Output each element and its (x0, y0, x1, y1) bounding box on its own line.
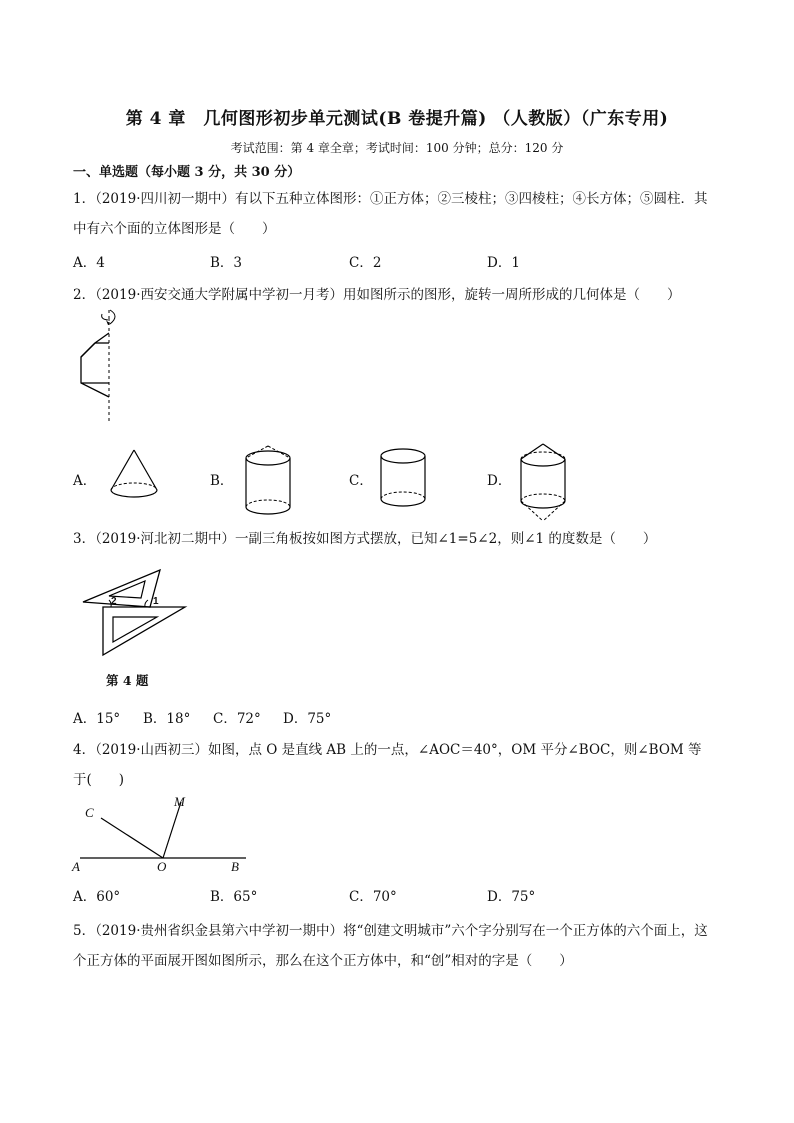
angle-line-figure (70, 790, 260, 870)
question-5-line-1: 5．（2019·贵州省织金县第六中学初一期中）将“创建文明城市”六个字分别写在一个正方体的六个面上，这 (73, 923, 708, 939)
cone-shape (105, 448, 165, 503)
point-a-label: A (72, 859, 80, 874)
question-5-line-2: 个正方体的平面展开图如图所示，那么在这个正方体中，和“创”相对的字是（ ） (73, 953, 573, 969)
q1-option-d: D．1 (487, 255, 520, 271)
q3-option-d: D．75° (283, 711, 332, 727)
q2-option-c: C． (349, 473, 373, 489)
cylinder-with-two-cones-shape (518, 441, 573, 526)
q4-option-d: D．75° (487, 889, 536, 905)
angle-1-label: 1 (153, 596, 159, 607)
point-m-label: M (174, 794, 185, 809)
exam-info: 考试范围：第 4 章全章；考试时间：100 分钟；总分：120 分 (230, 141, 564, 155)
question-1-line-1: 1．（2019·四川初一期中）有以下五种立体图形：①正方体；②三棱柱；③四棱柱；④长方体；⑤圆柱．其 (73, 191, 708, 207)
point-o-label: O (157, 859, 167, 874)
q2-option-b: B． (210, 473, 234, 489)
rotation-trapezoid-figure (70, 310, 130, 425)
question-1-line-2: 中有六个面的立体图形是（ ） (73, 221, 276, 237)
question-4-line-2: 于( ) (73, 772, 125, 788)
q1-option-b: B．3 (210, 255, 243, 271)
q4-option-a: A．60° (73, 889, 121, 905)
question-2-line-1: 2．（2019·西安交通大学附属中学初一月考）用如图所示的图形，旋转一周所形成的几何体是（ ） (73, 287, 681, 303)
section-heading: 一、单选题（每小题 3 分，共 30 分） (73, 165, 301, 180)
q1-option-a: A．4 (73, 255, 105, 271)
q3-option-a: A．15° (73, 711, 121, 727)
q4-option-b: B．65° (210, 889, 258, 905)
angle-2-label: 2 (111, 596, 117, 607)
cylinder-shape (378, 447, 433, 512)
q3-option-b: B．18° (143, 711, 191, 727)
question-3-line-1: 3．（2019·河北初二期中）一副三角板按如图方式摆放，已知∠1=5∠2，则∠1 的度数是（ ） (73, 531, 657, 547)
question-4-line-1: 4．（2019·山西初三）如图，点 O 是直线 AB 上的一点，∠AOC＝40°，OM 平分∠BOC，则∠BOM 等 (73, 742, 702, 758)
q2-option-a: A． (73, 473, 97, 489)
cylinder-with-cone-top-shape (240, 443, 300, 518)
q4-option-c: C．70° (349, 889, 397, 905)
q3-option-c: C．72° (213, 711, 261, 727)
figure-caption: 第 4 题 (106, 673, 149, 688)
page-title: 第 4 章 几何图形初步单元测试(B 卷提升篇) （人教版）（广东专用) (125, 109, 669, 129)
point-b-label: B (231, 859, 239, 874)
triangle-rulers-figure (75, 555, 195, 665)
point-c-label: C (85, 805, 94, 820)
q2-option-d: D． (487, 473, 512, 489)
q1-option-c: C．2 (349, 255, 382, 271)
